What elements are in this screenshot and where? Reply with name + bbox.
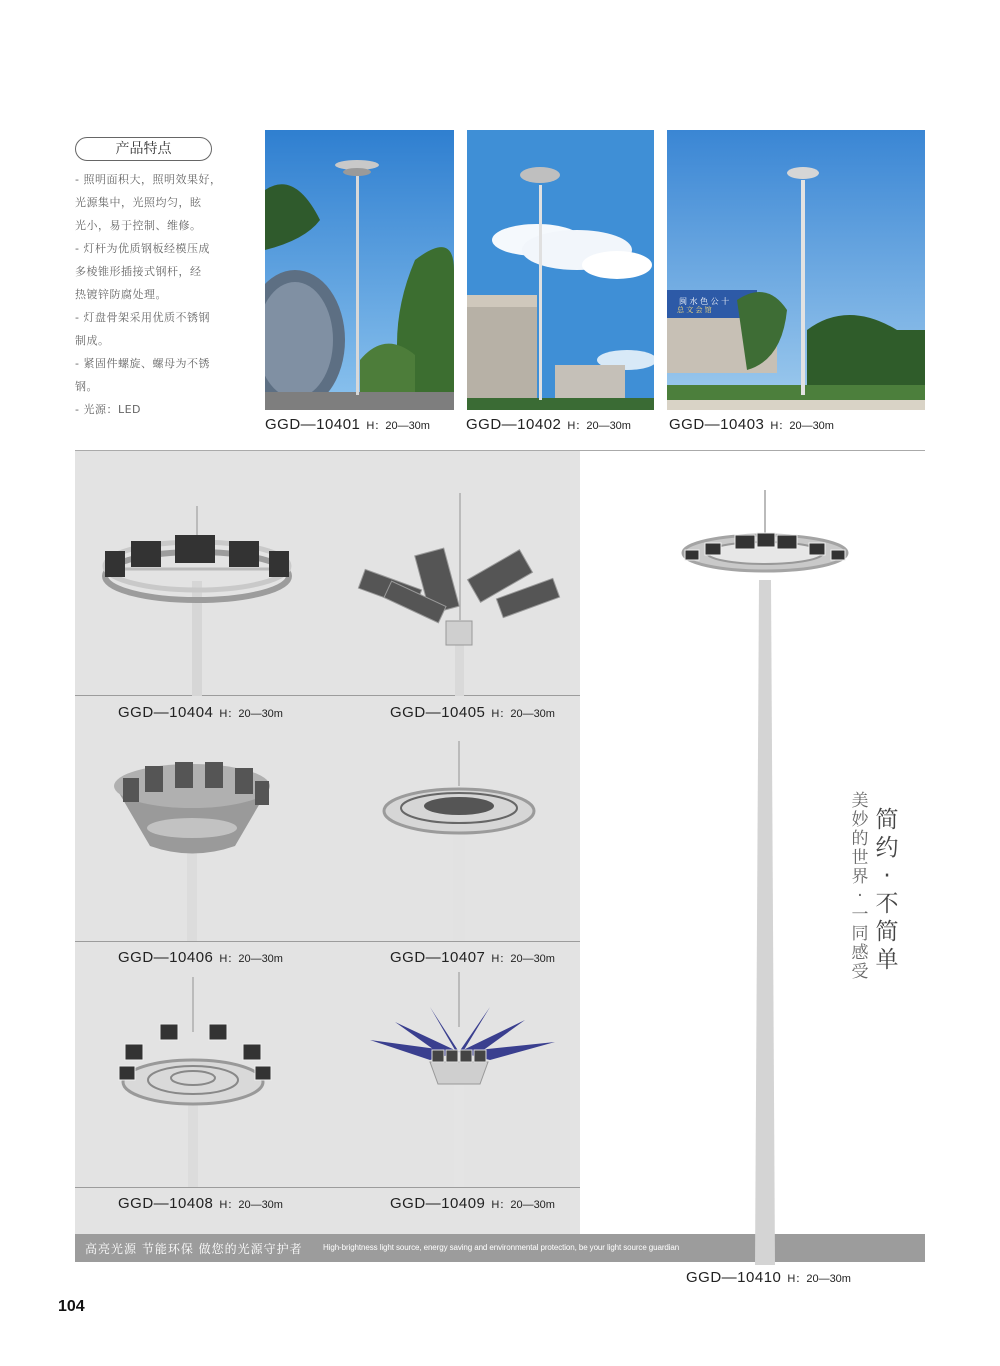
photo-ggd-10403 [667, 130, 925, 410]
height-range: H：20—30m [219, 953, 283, 965]
feature-line: 制成。 [75, 334, 110, 347]
features-list [75, 168, 225, 421]
caption-ggd-10408 [118, 1195, 283, 1213]
height-range: H：20—30m [366, 420, 430, 432]
feature-line: 热镀锌防腐处理。 [75, 288, 167, 301]
height-range: H：20—30m [770, 420, 834, 432]
photo-sign-text: 总 文 会 馆 [677, 306, 712, 314]
height-range: H：20—30m [491, 1199, 555, 1211]
photo-ggd-10401 [265, 130, 454, 410]
feature-line: 多棱锥形插接式钢杆，经 [75, 265, 202, 278]
row-divider [75, 1187, 580, 1188]
feature-line: 光源集中，光照均匀，眩 [75, 196, 202, 209]
height-range: H：20—30m [219, 1199, 283, 1211]
photo-ggd-10402 [467, 130, 654, 410]
feature-line: 钢。 [75, 380, 98, 393]
photo-caption-ggd-10401 [265, 416, 430, 434]
product-code: GGD—10409 [390, 1195, 486, 1212]
lamp-image-ggd-10404 [75, 451, 325, 696]
product-code: GGD—10404 [118, 704, 214, 721]
height-range: H：20—30m [567, 420, 631, 432]
lamp-image-ggd-10409 [330, 942, 580, 1187]
lamp-image-ggd-10408 [75, 942, 325, 1187]
height-range: H：20—30m [491, 953, 555, 965]
product-code: GGD—10410 [686, 1269, 782, 1286]
lamp-image-ggd-10405 [330, 451, 580, 696]
footer-slogan-english: High-brightness light source, energy saving and environmental protection, be your light source guardian [323, 1243, 680, 1252]
feature-line: 光小，易于控制、维修。 [75, 219, 202, 232]
height-range: H：20—30m [491, 708, 555, 720]
photo-sign-text: 闽 水 色 公 十 [679, 297, 730, 306]
lamp-image-ggd-10410 [675, 485, 855, 1265]
product-code: GGD—10407 [390, 949, 486, 966]
product-code: GGD—10405 [390, 704, 486, 721]
caption-ggd-10410 [686, 1269, 851, 1287]
height-range: H：20—30m [219, 708, 283, 720]
lamp-image-ggd-10406 [75, 696, 325, 941]
lamp-image-ggd-10407 [330, 696, 580, 941]
feature-line: - 光源：LED [75, 403, 142, 416]
slogan-main: 简约·不简单 [875, 807, 899, 973]
feature-line: - 灯杆为优质钢板经模压成 [75, 242, 210, 255]
height-range: H：20—30m [787, 1273, 851, 1285]
feature-line: - 灯盘骨架采用优质不锈钢 [75, 311, 210, 324]
product-code: GGD—10402 [466, 416, 562, 433]
feature-line: - 紧固件螺旋、螺母为不锈 [75, 357, 210, 370]
photo-caption-ggd-10403 [669, 416, 834, 434]
photo-caption-ggd-10402 [466, 416, 631, 434]
slogan-sub: 美妙的世界·一同感受 [851, 791, 869, 982]
product-code: GGD—10403 [669, 416, 765, 433]
product-code: GGD—10401 [265, 416, 361, 433]
product-code: GGD—10406 [118, 949, 214, 966]
product-code: GGD—10408 [118, 1195, 214, 1212]
caption-ggd-10409 [390, 1195, 555, 1213]
footer-slogan: 高亮光源 节能环保 做您的光源守护者 [85, 1242, 303, 1256]
features-title: 产品特点 [75, 137, 212, 161]
feature-line: - 照明面积大，照明效果好， [75, 173, 222, 186]
page-number: 104 [58, 1298, 85, 1315]
